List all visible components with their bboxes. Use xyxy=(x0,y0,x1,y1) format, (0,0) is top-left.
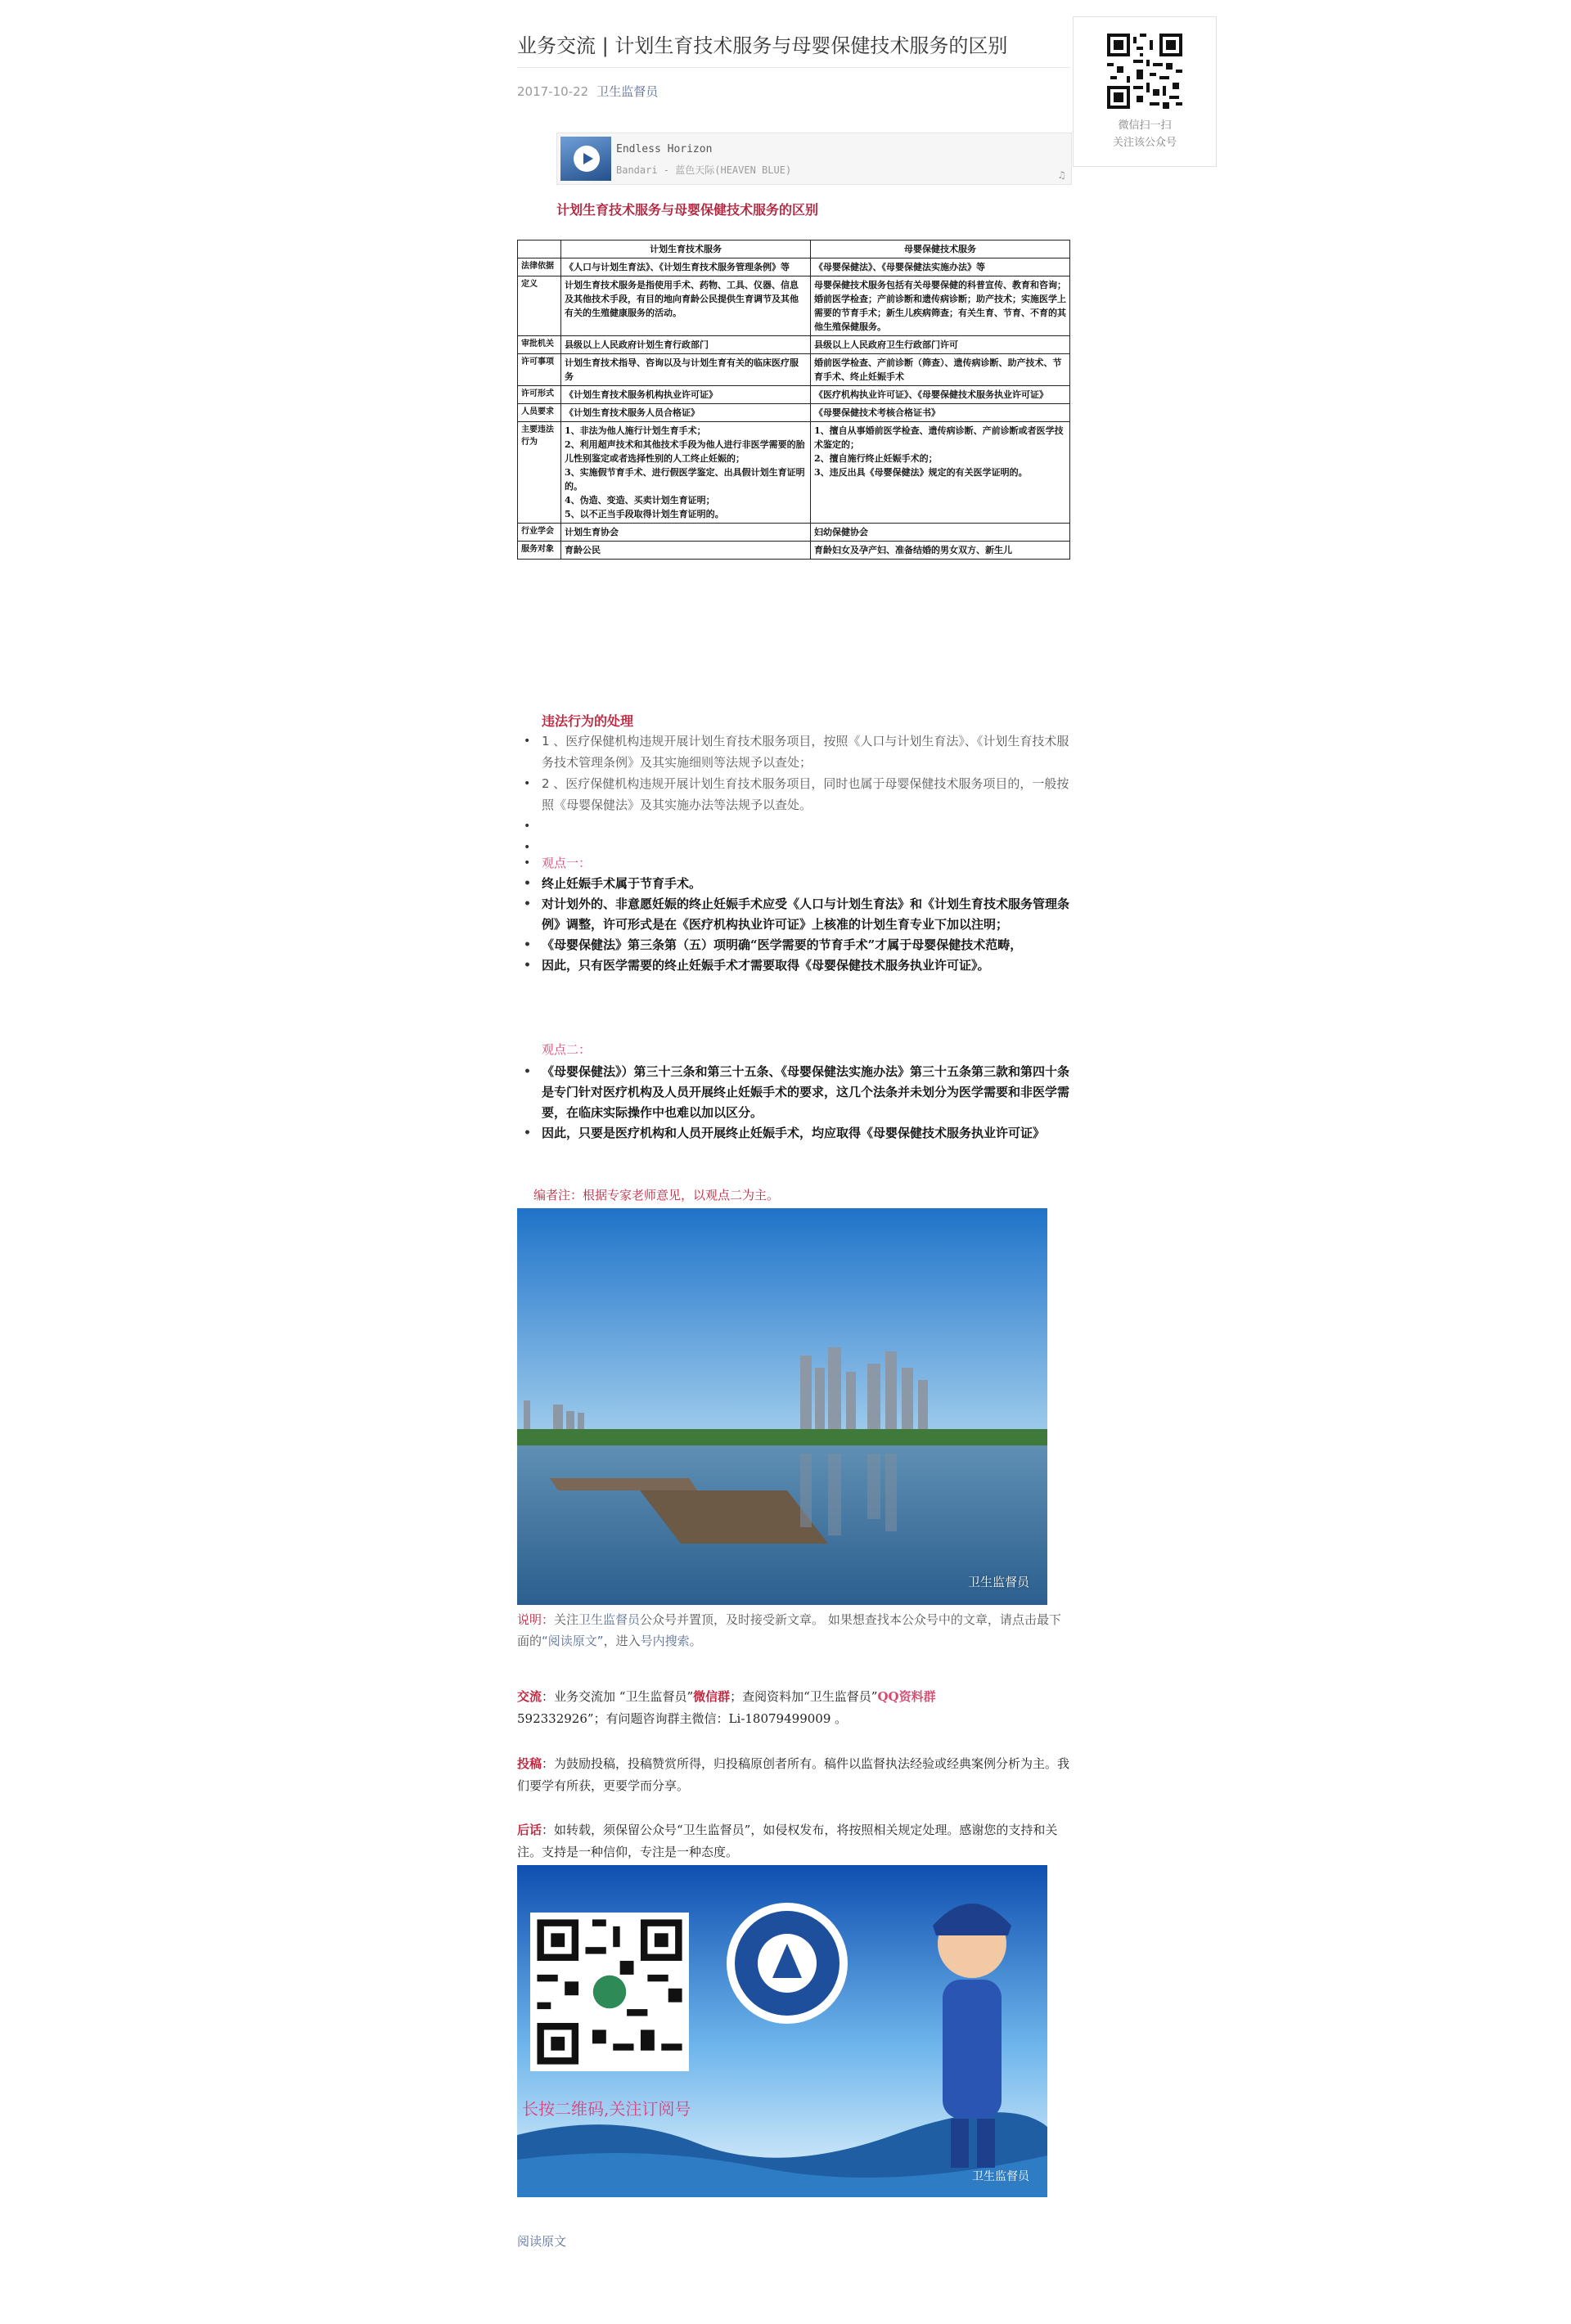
table-cell: 育龄妇女及孕产妇、准备结婚的男女双方、新生儿 xyxy=(811,542,1070,560)
table-row-label: 主要违法行为 xyxy=(518,422,561,524)
table-cell: 育龄公民 xyxy=(561,542,811,560)
account-link[interactable]: 卫生监督员 xyxy=(578,1612,641,1627)
list-item: • 1 、医疗保健机构违规开展计划生育技术服务项目，按照《人口与计划生育法》、《计划生育技术服务技术管理条例》及其实施细则等法规予以查处； xyxy=(542,730,1070,773)
read-original-link[interactable]: “阅读原文” xyxy=(542,1634,604,1648)
list-item: • 《母婴保健法》）第三十三条和第三十五条、《母婴保健法实施办法》第三十五条第三款和第四十条是专门针对医疗机构及人员开展终止妊娠手术的要求，这几个法条并未划分为医学需要和非医学需要，在临床实际操作中也难以加以区分。 xyxy=(542,1062,1070,1123)
article-meta xyxy=(517,83,1070,100)
table-row xyxy=(518,258,1070,276)
banner-slogan: 长按二维码,关注订阅号 xyxy=(522,2099,691,2119)
table-row-label: 定义 xyxy=(518,276,561,336)
banner-qr-code xyxy=(530,1913,689,2071)
play-button-icon[interactable] xyxy=(574,146,600,172)
view1-heading: • 观点一： xyxy=(542,853,1070,874)
afterword-text: ：如转载，须保留公众号“卫生监督员”，如侵权发布，将按照相关规定处理。感谢您的支持和关注。支持是一种信仰，专注是一种态度。 xyxy=(517,1823,1058,1859)
table-header: 母婴保健技术服务 xyxy=(811,240,1070,258)
table-row-label: 审批机关 xyxy=(518,336,561,354)
wechat-group-label: 微信群 xyxy=(693,1689,731,1704)
table-row-label: 人员要求 xyxy=(518,404,561,422)
violation-heading: 违法行为的处理 xyxy=(542,713,634,729)
table-row-label: 服务对象 xyxy=(518,542,561,560)
qr-caption-1: 微信扫一扫 xyxy=(1118,119,1172,132)
list-item: • 2 、医疗保健机构违规开展计划生育技术服务项目，同时也属于母婴保健技术服务项目的，一般按照《母婴保健法》及其实施办法等法规予以查处。 xyxy=(542,773,1070,816)
author-link[interactable]: 卫生监督员 xyxy=(596,84,659,99)
exchange-text: ：业务交流加 “卫生监督员” xyxy=(542,1689,694,1704)
table-row xyxy=(518,276,1070,336)
table-row xyxy=(518,422,1070,524)
table-header-row xyxy=(518,240,1070,258)
table-row-label: 许可事项 xyxy=(518,354,561,386)
comparison-table xyxy=(517,240,1070,560)
list-item: • 因此，只有医学需要的终止妊娠手术才需要取得《母婴保健技术服务执业许可证》。 xyxy=(542,955,1070,976)
list-item xyxy=(542,816,1070,837)
explain-text: ，进入 xyxy=(603,1634,641,1648)
table-row-label: 行业学会 xyxy=(518,524,561,542)
table-cell: 《母婴保健法》、《母婴保健法实施办法》等 xyxy=(811,258,1070,276)
view2-heading: 观点二： xyxy=(542,1042,592,1057)
table-row xyxy=(518,542,1070,560)
qr-caption-2: 关注该公众号 xyxy=(1112,137,1177,149)
photo-watermark: 卫生监督员 xyxy=(967,1575,1029,1589)
explain-text: 。 xyxy=(689,1634,702,1648)
table-row xyxy=(518,336,1070,354)
table-cell: 1、擅自从事婚前医学检查、遗传病诊断、产前诊断或者医学技术鉴定的； 2、擅自施行终止妊娠手术的； 3、违反出具《母婴保健法》规定的有关医学证明的。 xyxy=(811,422,1070,524)
table-header xyxy=(518,240,561,258)
exchange-label: 交流 xyxy=(517,1689,542,1704)
view1-list xyxy=(517,853,1070,976)
table-row-label: 法律依据 xyxy=(518,258,561,276)
subscribe-banner xyxy=(517,1865,1047,2197)
song-singer: Bandari - 蓝色天际(HEAVEN BLUE) xyxy=(616,164,792,176)
table-row xyxy=(518,354,1070,386)
list-item: • 对计划外的、非意愿妊娠的终止妊娠手术应受《人口与计划生育法》和《计划生育技术服务管理条例》调整，许可形式是在《医疗机构执业许可证》上核准的计划生育专业下加以注明； xyxy=(542,894,1070,935)
afterword-label: 后话 xyxy=(517,1823,542,1837)
table-cell: 妇幼保健协会 xyxy=(811,524,1070,542)
contribute-label: 投稿 xyxy=(517,1756,542,1771)
table-cell: 计划生育技术指导、咨询以及与计划生育有关的临床医疗服务 xyxy=(561,354,811,386)
table-cell: 计划生育技术服务是指使用手术、药物、工具、仪器、信息及其他技术手段，有目的地向育龄公民提供生育调节及其他有关的生殖健康服务的活动。 xyxy=(561,276,811,336)
lake-photo xyxy=(517,1208,1047,1605)
section-title: 计划生育技术服务与母婴保健技术服务的区别 xyxy=(556,202,819,218)
table-cell: 《医疗机构执业许可证》、《母婴保健技术服务执业许可证》 xyxy=(811,386,1070,404)
music-note-icon: ♫ xyxy=(1057,169,1066,181)
music-player[interactable] xyxy=(556,133,1072,185)
table-cell: 《计划生育技术服务机构执业许可证》 xyxy=(561,386,811,404)
table-row xyxy=(518,404,1070,422)
qr-code-icon xyxy=(530,1913,689,2071)
table-row xyxy=(518,386,1070,404)
contribute-text: ：为鼓励投稿，投稿赞赏所得，归投稿原创者所有。稿件以监督执法经验或经典案例分析为主。我们要学有所获，更要学而分享。 xyxy=(517,1756,1070,1793)
table-cell: 县级以上人民政府计划生育行政部门 xyxy=(561,336,811,354)
album-cover xyxy=(560,137,611,181)
table-cell: 《人口与计划生育法》、《计划生育技术服务管理条例》等 xyxy=(561,258,811,276)
lake-scene-image xyxy=(517,1208,1047,1605)
exchange-paragraph xyxy=(517,1686,1070,1730)
table-cell: 《计划生育技术服务人员合格证》 xyxy=(561,404,811,422)
editor-note: 编者注：根据专家老师意见，以观点二为主。 xyxy=(533,1188,780,1202)
table-cell: 母婴保健技术服务包括有关母婴保健的科普宣传、教育和咨询；婚前医学检查；产前诊断和遗传病诊断；助产技术；实施医学上需要的节育手术；新生儿疾病筛查；有关生育、节育、不育的其他生殖保健服务。 xyxy=(811,276,1070,336)
follow-qr-panel xyxy=(1073,16,1217,167)
qr-code-icon xyxy=(1107,34,1182,109)
exchange-text: ；查阅资料加“卫生监督员” xyxy=(730,1689,878,1704)
table-cell: 县级以上人民政府卫生行政部门许可 xyxy=(811,336,1070,354)
table-row xyxy=(518,524,1070,542)
article-header xyxy=(517,0,1070,100)
qq-group-label: QQ资料群 xyxy=(877,1689,936,1704)
list-item: • 因此，只要是医疗机构和人员开展终止妊娠手术，均应取得《母婴保健技术服务执业许可证》 xyxy=(542,1123,1070,1144)
explain-label: 说明： xyxy=(517,1612,555,1627)
table-header: 计划生育技术服务 xyxy=(561,240,811,258)
view2-list xyxy=(517,1062,1070,1144)
table-cell: 《母婴保健技术考核合格证书》 xyxy=(811,404,1070,422)
afterword-paragraph xyxy=(517,1819,1070,1863)
explain-text: 关注 xyxy=(554,1612,579,1627)
list-item: • 终止妊娠手术属于节育手术。 xyxy=(542,874,1070,894)
table-row-label: 许可形式 xyxy=(518,386,561,404)
exchange-text: 592332926”；有问题咨询群主微信：Li-18079499009 。 xyxy=(517,1711,848,1726)
contribute-paragraph xyxy=(517,1753,1070,1797)
table-cell: 1、非法为他人施行计划生育手术； 2、利用超声技术和其他技术手段为他人进行非医学需要的胎儿性别鉴定或者选择性别的人工终止妊娠的； 3、实施假节育手术、进行假医学鉴定、出具假计划生育证明的。 4、伪造、变造、买卖计划生育证明； 5、以不正当手段取得计划生育证明的。 xyxy=(561,422,811,524)
read-original-button[interactable]: 阅读原文 xyxy=(517,2234,567,2249)
table-cell: 计划生育协会 xyxy=(561,524,811,542)
header-divider xyxy=(517,67,1070,68)
violation-list xyxy=(517,730,1070,858)
search-link[interactable]: 号内搜索 xyxy=(640,1634,690,1648)
explain-paragraph xyxy=(517,1609,1070,1652)
song-title: Endless Horizon xyxy=(616,143,713,155)
article-title: 业务交流 | 计划生育技术服务与母婴保健技术服务的区别 xyxy=(517,34,1008,57)
banner-watermark: 卫生监督员 xyxy=(972,2170,1029,2183)
publish-date: 2017-10-22 xyxy=(517,84,589,99)
explain-text: 公众号并置顶，及时接受新文章。 如果想查找本公众号中的文章，请点击最下面的 xyxy=(517,1612,1061,1648)
list-item: • 《母婴保健法》第三条第（五）项明确“医学需要的节育手术”才属于母婴保健技术范畴， xyxy=(542,935,1070,955)
table-cell: 婚前医学检查、产前诊断（筛查）、遗传病诊断、助产技术、节育手术、终止妊娠手术 xyxy=(811,354,1070,386)
